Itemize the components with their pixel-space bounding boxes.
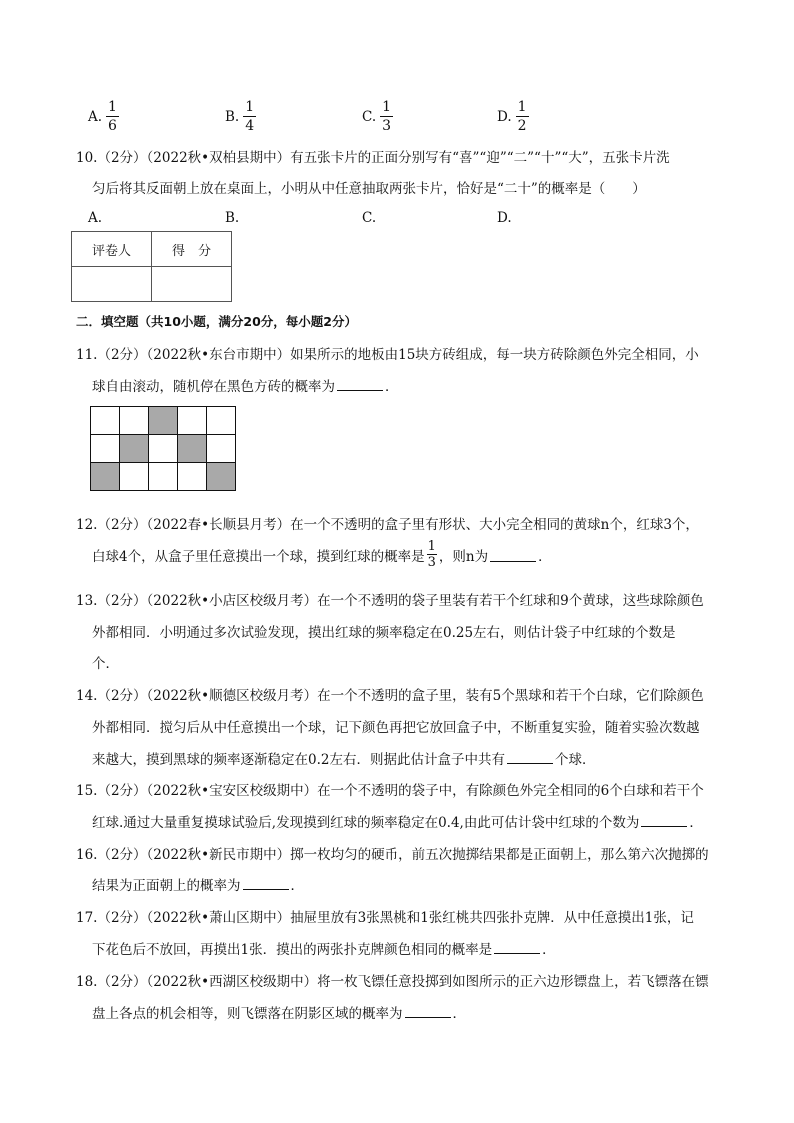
q16-line2: 结果为正面朝上的概率为 ．: [92, 874, 304, 894]
q10-line1: 10.（2分）（2022秋•双柏县期中）有五张卡片的正面分别写有“喜”“迎”“二”“十”“大”，五张卡片洗: [76, 150, 670, 166]
tile-white: [91, 435, 120, 463]
score-header-score: 得 分: [152, 232, 232, 267]
tile-dark: [149, 407, 178, 435]
q17-line2: 下花色后不放回，再摸出1张．摸出的两张扑克牌颜色相同的概率是 ．: [92, 938, 556, 958]
q9-option-b: B. $\frac{1}{4}$: [225, 99, 255, 134]
answer-blank: [490, 547, 536, 562]
q14-line2: 外都相同．搅匀后从中任意摸出一个球，记下颜色再把它放回盒子中，不断重复实验，随着实验次数越: [92, 720, 700, 736]
tile-white: [91, 407, 120, 435]
q12-line2: 白球4个，从盒子里任意摸出一个球，摸到红球的概率是 $\frac{1}{3}$ ，则n为 ．: [92, 539, 552, 570]
tile-white: [149, 463, 178, 491]
q9-option-a: A. $\frac{1}{6}$: [88, 99, 117, 134]
fraction: $\frac{1}{2}$: [517, 99, 527, 134]
tile-dark: [207, 463, 236, 491]
tile-white: [178, 407, 207, 435]
q10-option-b: B.: [225, 210, 240, 226]
q10-line2: 匀后将其反面朝上放在桌面上，小明从中任意抽取两张卡片，恰好是“二十”的概率是（ ）: [92, 181, 646, 197]
fraction: $\frac{1}{3}$: [427, 539, 436, 570]
tile-white: [207, 407, 236, 435]
q15-line2: 红球.通过大量重复摸球试验后,发现摸到红球的频率稳定在0.4,由此可估计袋中红球的个数为 ．: [92, 811, 703, 831]
q10-option-a: A.: [88, 210, 103, 226]
q9-option-d: D. $\frac{1}{2}$: [497, 99, 527, 134]
tile-dark: [91, 463, 120, 491]
q14-line1: 14.（2分）（2022秋•顺德区校级月考）在一个不透明的盒子里，装有5个黑球和若干个白球，它们除颜色: [76, 688, 704, 704]
score-header-grader: 评卷人: [72, 232, 152, 267]
tile-white: [178, 463, 207, 491]
q9-option-c: C. $\frac{1}{3}$: [362, 99, 392, 134]
q11-line2: 球自由滚动，随机停在黑色方砖的概率为 ．: [92, 375, 399, 395]
answer-blank: [337, 376, 383, 391]
tile-dark: [120, 435, 149, 463]
q13-line2: 外都相同．小明通过多次试验发现，摸出红球的频率稳定在0.25左右，则估计袋子中红球的个数是: [92, 625, 676, 641]
floor-tile-grid: [90, 406, 236, 491]
answer-blank: [405, 1003, 451, 1018]
answer-blank: [641, 812, 687, 827]
q12-line1: 12.（2分）（2022春•长顺县月考）在一个不透明的盒子里有形状、大小完全相同的黄球n个，红球3个，: [76, 517, 699, 533]
tile-white: [120, 407, 149, 435]
tile-white: [149, 435, 178, 463]
q18-line1: 18.（2分）（2022秋•西湖区校级期中）将一枚飞镖任意投掷到如图所示的正六边形镖盘上，若飞镖落在镖: [76, 974, 709, 990]
score-cell-score: [152, 267, 232, 302]
score-table: [71, 231, 232, 302]
tile-white: [120, 463, 149, 491]
fraction: $\frac{1}{3}$: [382, 99, 392, 134]
tile-white: [207, 435, 236, 463]
q10-option-c: C.: [362, 210, 377, 226]
section-title: 二．填空题（共10小题，满分20分，每小题2分）: [76, 314, 357, 329]
q17-line1: 17.（2分）（2022秋•萧山区期中）抽屉里放有3张黑桃和1张红桃共四张扑克牌．从中任意摸出1张，记: [76, 910, 694, 926]
q13-line3: 个．: [92, 656, 119, 672]
fraction: $\frac{1}{4}$: [245, 99, 255, 134]
answer-blank: [243, 875, 289, 890]
answer-blank: [507, 749, 553, 764]
q18-line2: 盘上各点的机会相等，则飞镖落在阴影区域的概率为 ．: [92, 1002, 466, 1022]
q13-line1: 13.（2分）（2022秋•小店区校级月考）在一个不透明的袋子里装有若干个红球和9个黄球，这些球除颜色: [76, 593, 704, 609]
score-cell-grader: [72, 267, 152, 302]
q10-option-d: D.: [497, 210, 512, 226]
answer-blank: [494, 939, 540, 954]
q15-line1: 15.（2分）（2022秋•宝安区校级期中）在一个不透明的袋子中，有除颜色外完全相同的6个白球和若干个: [76, 783, 704, 799]
q11-line1: 11.（2分）（2022秋•东台市期中）如果所示的地板由15块方砖组成，每一块方砖除颜色外完全相同，小: [76, 347, 699, 363]
q16-line1: 16.（2分）（2022秋•新民市期中）掷一枚均匀的硬币，前五次抛掷结果都是正面朝上，那么第六次抛掷的: [76, 847, 709, 863]
q14-line3: 来越大，摸到黑球的频率逐渐稳定在0.2左右．则据此估计盒子中共有 个球．: [92, 748, 595, 768]
fraction: $\frac{1}{6}$: [108, 99, 117, 134]
tile-dark: [178, 435, 207, 463]
